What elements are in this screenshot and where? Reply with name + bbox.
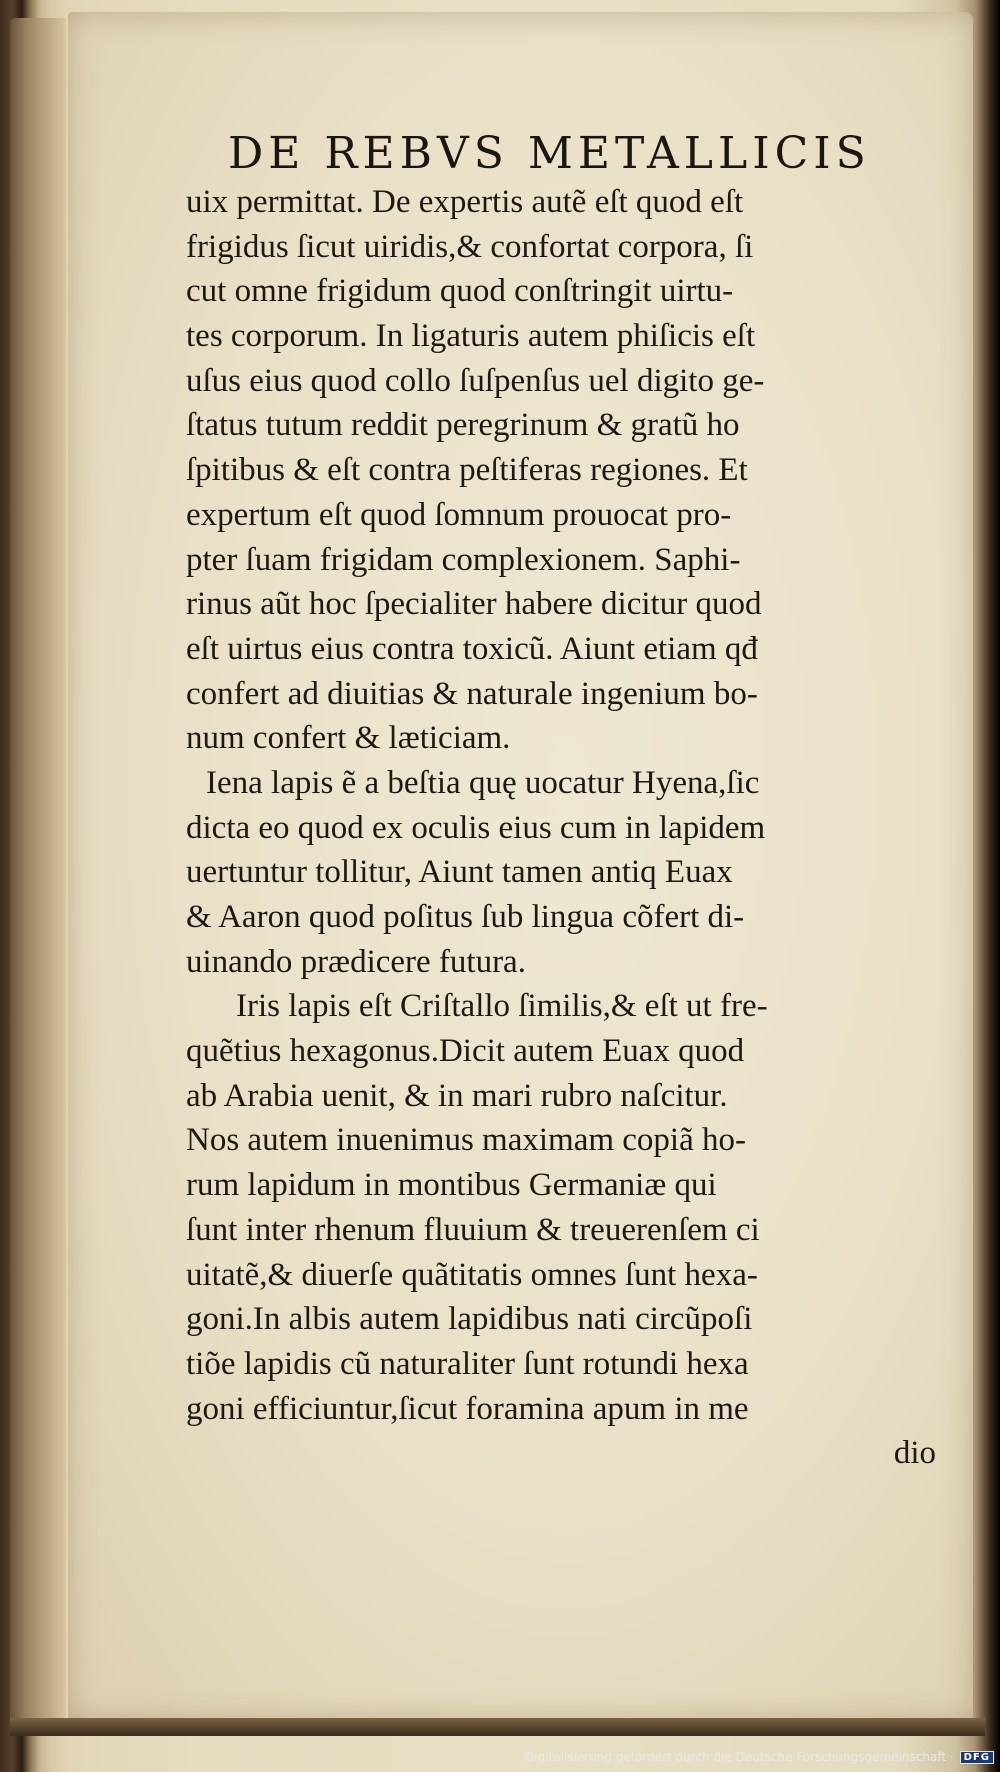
text-line: dicta eo quod ex oculis eius cum in lapidem: [186, 809, 766, 846]
text-line: & Aaron quod poſitus ſub lingua cõfert di-: [186, 899, 745, 935]
text-line: ſunt inter rhenum fluuium & treuerenſem ci: [186, 1211, 760, 1248]
catchword: dio: [893, 1435, 936, 1472]
text-line: tiõe lapidis cũ naturaliter ſunt rotundi hexa: [186, 1345, 749, 1382]
text-line: pter ſuam frigidam complexionem. Saphi-: [186, 541, 741, 578]
text-line: uitatẽ,& diuerſe quãtitatis omnes ſunt hexa-: [186, 1256, 758, 1293]
credit-text: Digitalisierung gefördert durch die Deutsche Forschungsgemeinschaft ·: [525, 1750, 954, 1764]
text-line: goni.In albis autem lapidibus nati circũpoſi: [186, 1301, 753, 1338]
text-line: ſpitibus & eſt contra peſtiferas regiones. Et: [186, 452, 748, 489]
text-line: ſtatus tutum reddit peregrinum & gratũ ho: [186, 407, 740, 444]
text-line: Nos autem inuenimus maximam copiã ho-: [186, 1122, 746, 1159]
text-line: confert ad diuitias & naturale ingenium bo-: [186, 675, 758, 712]
text-line: cut omne frigidum quod conſtringit uirtu-: [186, 273, 734, 310]
text-line: uinando prædicere futura.: [186, 943, 526, 980]
text-line: uix permittat. De expertis autẽ eſt quod eſt: [186, 184, 744, 220]
text-line: frigidus ſicut uiridis,& confortat corpora, ſi: [186, 228, 754, 265]
text-line: tes corporum. In ligaturis autem phiſicis eſt: [186, 318, 756, 355]
text-line: goni efficiuntur,ſicut foramina apum in me: [186, 1390, 749, 1427]
text-line: num confert & lætіciam.: [186, 720, 511, 757]
text-line: rinus aũt hoc ſpecialiter habere dicitur quod: [186, 586, 762, 623]
book-bottom-edge: [10, 1718, 985, 1736]
book-spine-edge: [10, 18, 66, 1728]
text-line: eſt uirtus eius contra toxicũ. Aiunt etiam qđ: [186, 630, 758, 667]
text-line: expertum eſt quod ſomnum prouocat pro-: [186, 496, 732, 533]
running-head: DE REBVS METALLICIS: [228, 128, 871, 179]
text-line: rum lapidum in montibus Germaniæ qui: [186, 1167, 717, 1204]
text-line: quẽtius hexagonus.Dicit autem Euax quod: [186, 1033, 745, 1070]
text-line: uſus eius quod collo ſuſpenſus uel digito ge-: [186, 362, 765, 399]
dfg-logo-icon: DFG: [960, 1751, 994, 1764]
text-line: Iris lapis eſt Criſtallo ſimilis,& eſt ut fre-: [236, 988, 768, 1025]
text-line: Iena lapis ẽ a beſtia quę uocatur Hyena,ſic: [206, 764, 760, 801]
text-line: uertuntur tollitur, Aiunt tamen antiq Euax: [186, 854, 733, 891]
page-text-block: [186, 180, 946, 1476]
text-line: ab Arabia uenit, & in mari rubro naſcitur.: [186, 1077, 728, 1114]
digitization-credit: [525, 1746, 994, 1768]
